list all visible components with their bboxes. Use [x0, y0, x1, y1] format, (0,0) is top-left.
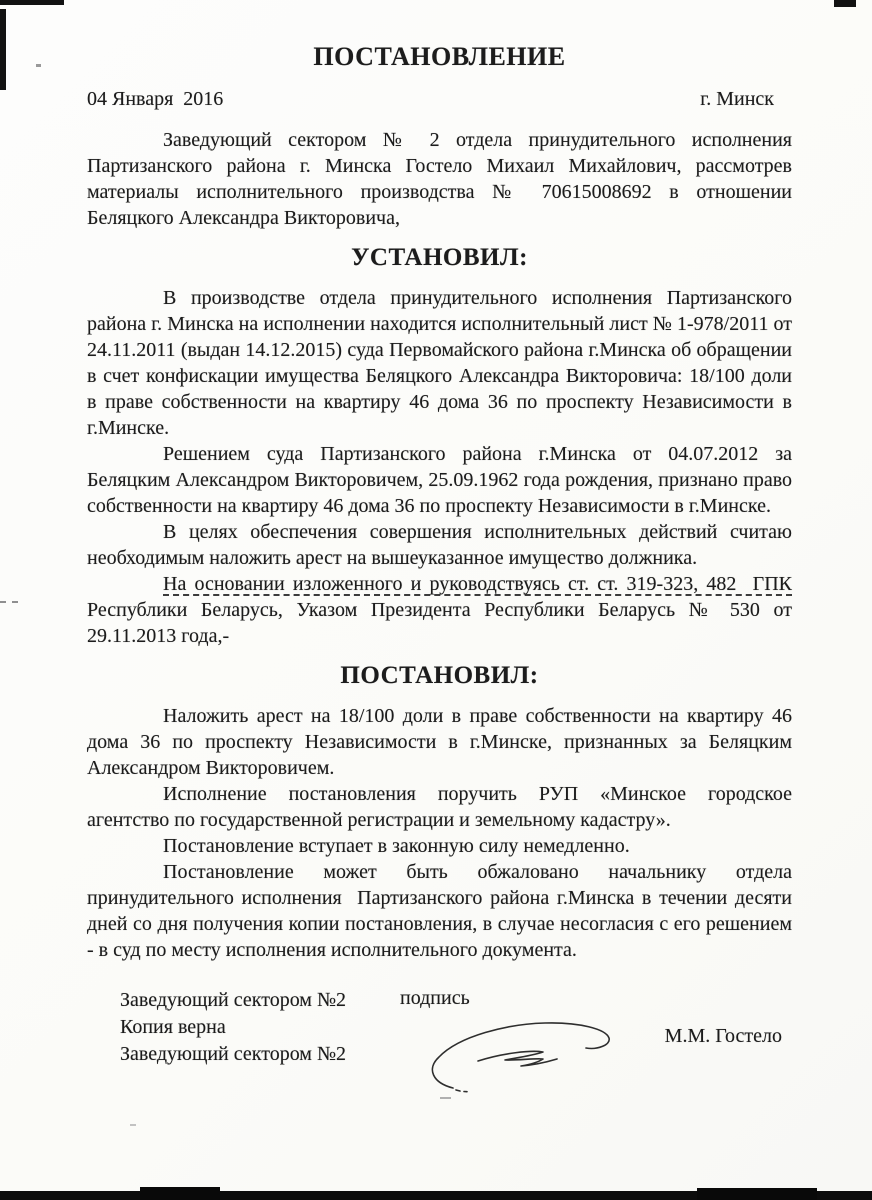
- ruling-basis-rest-segment: Республики Беларусь, Указом Президента Республики Беларусь № 530 от 29.11.2013 года,-: [87, 599, 792, 647]
- date-place-row: [87, 88, 792, 111]
- section-heading-established: УСТАНОВИЛ:: [351, 244, 528, 271]
- resolved-paragraph-3: Постановление вступает в законную силу немедленно.: [163, 835, 630, 857]
- document-place: г. Минск: [700, 88, 774, 110]
- section-heading-resolved: ПОСТАНОВИЛ:: [340, 662, 539, 689]
- resolved-paragraph-4: Постановление может быть обжаловано начальнику отдела принудительного исполнения Партизанского района г.Минска в течении десяти дней со дня получения копии постановления, в случае несогласия с его решением - в суд по месту исполнения исполнительного документа.: [87, 861, 792, 961]
- signature-placeholder-label: подпись: [400, 987, 470, 1009]
- established-paragraph-2: Решением суда Партизанского района г.Минска от 04.07.2012 за Беляцким Александром Викторовичем, 25.09.1962 года рождения, признано право собственности на квартиру 46 дома 36 по проспекту Независимости в г.Минске.: [87, 443, 792, 517]
- copy-certification-note: Копия верна: [120, 1016, 226, 1038]
- signature-block: [87, 987, 792, 1127]
- scan-speck: [36, 64, 41, 67]
- scan-artifact-bottom-blob: [697, 1188, 817, 1200]
- scan-artifact-top-left-horizontal: [0, 0, 64, 5]
- established-paragraph-3: В целях обеспечения совершения исполнительных действий считаю необходимым наложить арест на вышеуказанное имущество должника.: [87, 521, 792, 569]
- document-content: [87, 0, 792, 1127]
- scan-crease-dashes: [0, 601, 18, 603]
- document-title: ПОСТАНОВЛЕНИЕ: [313, 42, 566, 71]
- official-position-line: Заведующий сектором №2: [120, 989, 347, 1011]
- intro-paragraph: Заведующий сектором № 2 отдела принудительного исполнения Партизанского района г. Минска Гостело Михаил Михайлович, рассмотрев материалы исполнительного производства № 70615008692 в отношении Беляцкого Александра Викторовича,: [87, 129, 792, 229]
- official-position-line-2: Заведующий сектором №2: [120, 1043, 347, 1065]
- ruling-basis-paragraph: [87, 571, 792, 649]
- scan-artifact-top-left-vertical: [0, 9, 6, 90]
- handwritten-signature-scribble: [423, 1017, 625, 1097]
- scan-artifact-bottom-blob: [140, 1187, 220, 1200]
- ruling-basis-underlined-segment: На основании изложенного и руководствуясь ст. ст. 319-323, 482 ГПК: [163, 573, 792, 595]
- scan-artifact-top-right: [834, 0, 856, 7]
- established-paragraph-1: В производстве отдела принудительного исполнения Партизанского района г. Минска на исполнении находится исполнительный лист № 1-978/2011 от 24.11.2011 (выдан 14.12.2015) суда Первомайского района г.Минска об обращении в счет конфискации имущества Беляцкого Александра Викторовича: 18/100 доли в праве собственности на квартиру 46 дома 36 по проспекту Независимости в г.Минске.: [87, 287, 792, 439]
- document-date: 04 Января 2016: [87, 88, 224, 110]
- signer-name: М.М. Гостело: [664, 1025, 782, 1047]
- resolved-paragraph-2: Исполнение постановления поручить РУП «Минское городское агентство по государственной регистрации и земельному кадастру».: [87, 783, 792, 831]
- resolved-paragraph-1: Наложить арест на 18/100 доли в праве собственности на квартиру 46 дома 36 по проспекту Независимости в г.Минске, признанных за Беляцким Александром Викторовичем.: [87, 705, 792, 779]
